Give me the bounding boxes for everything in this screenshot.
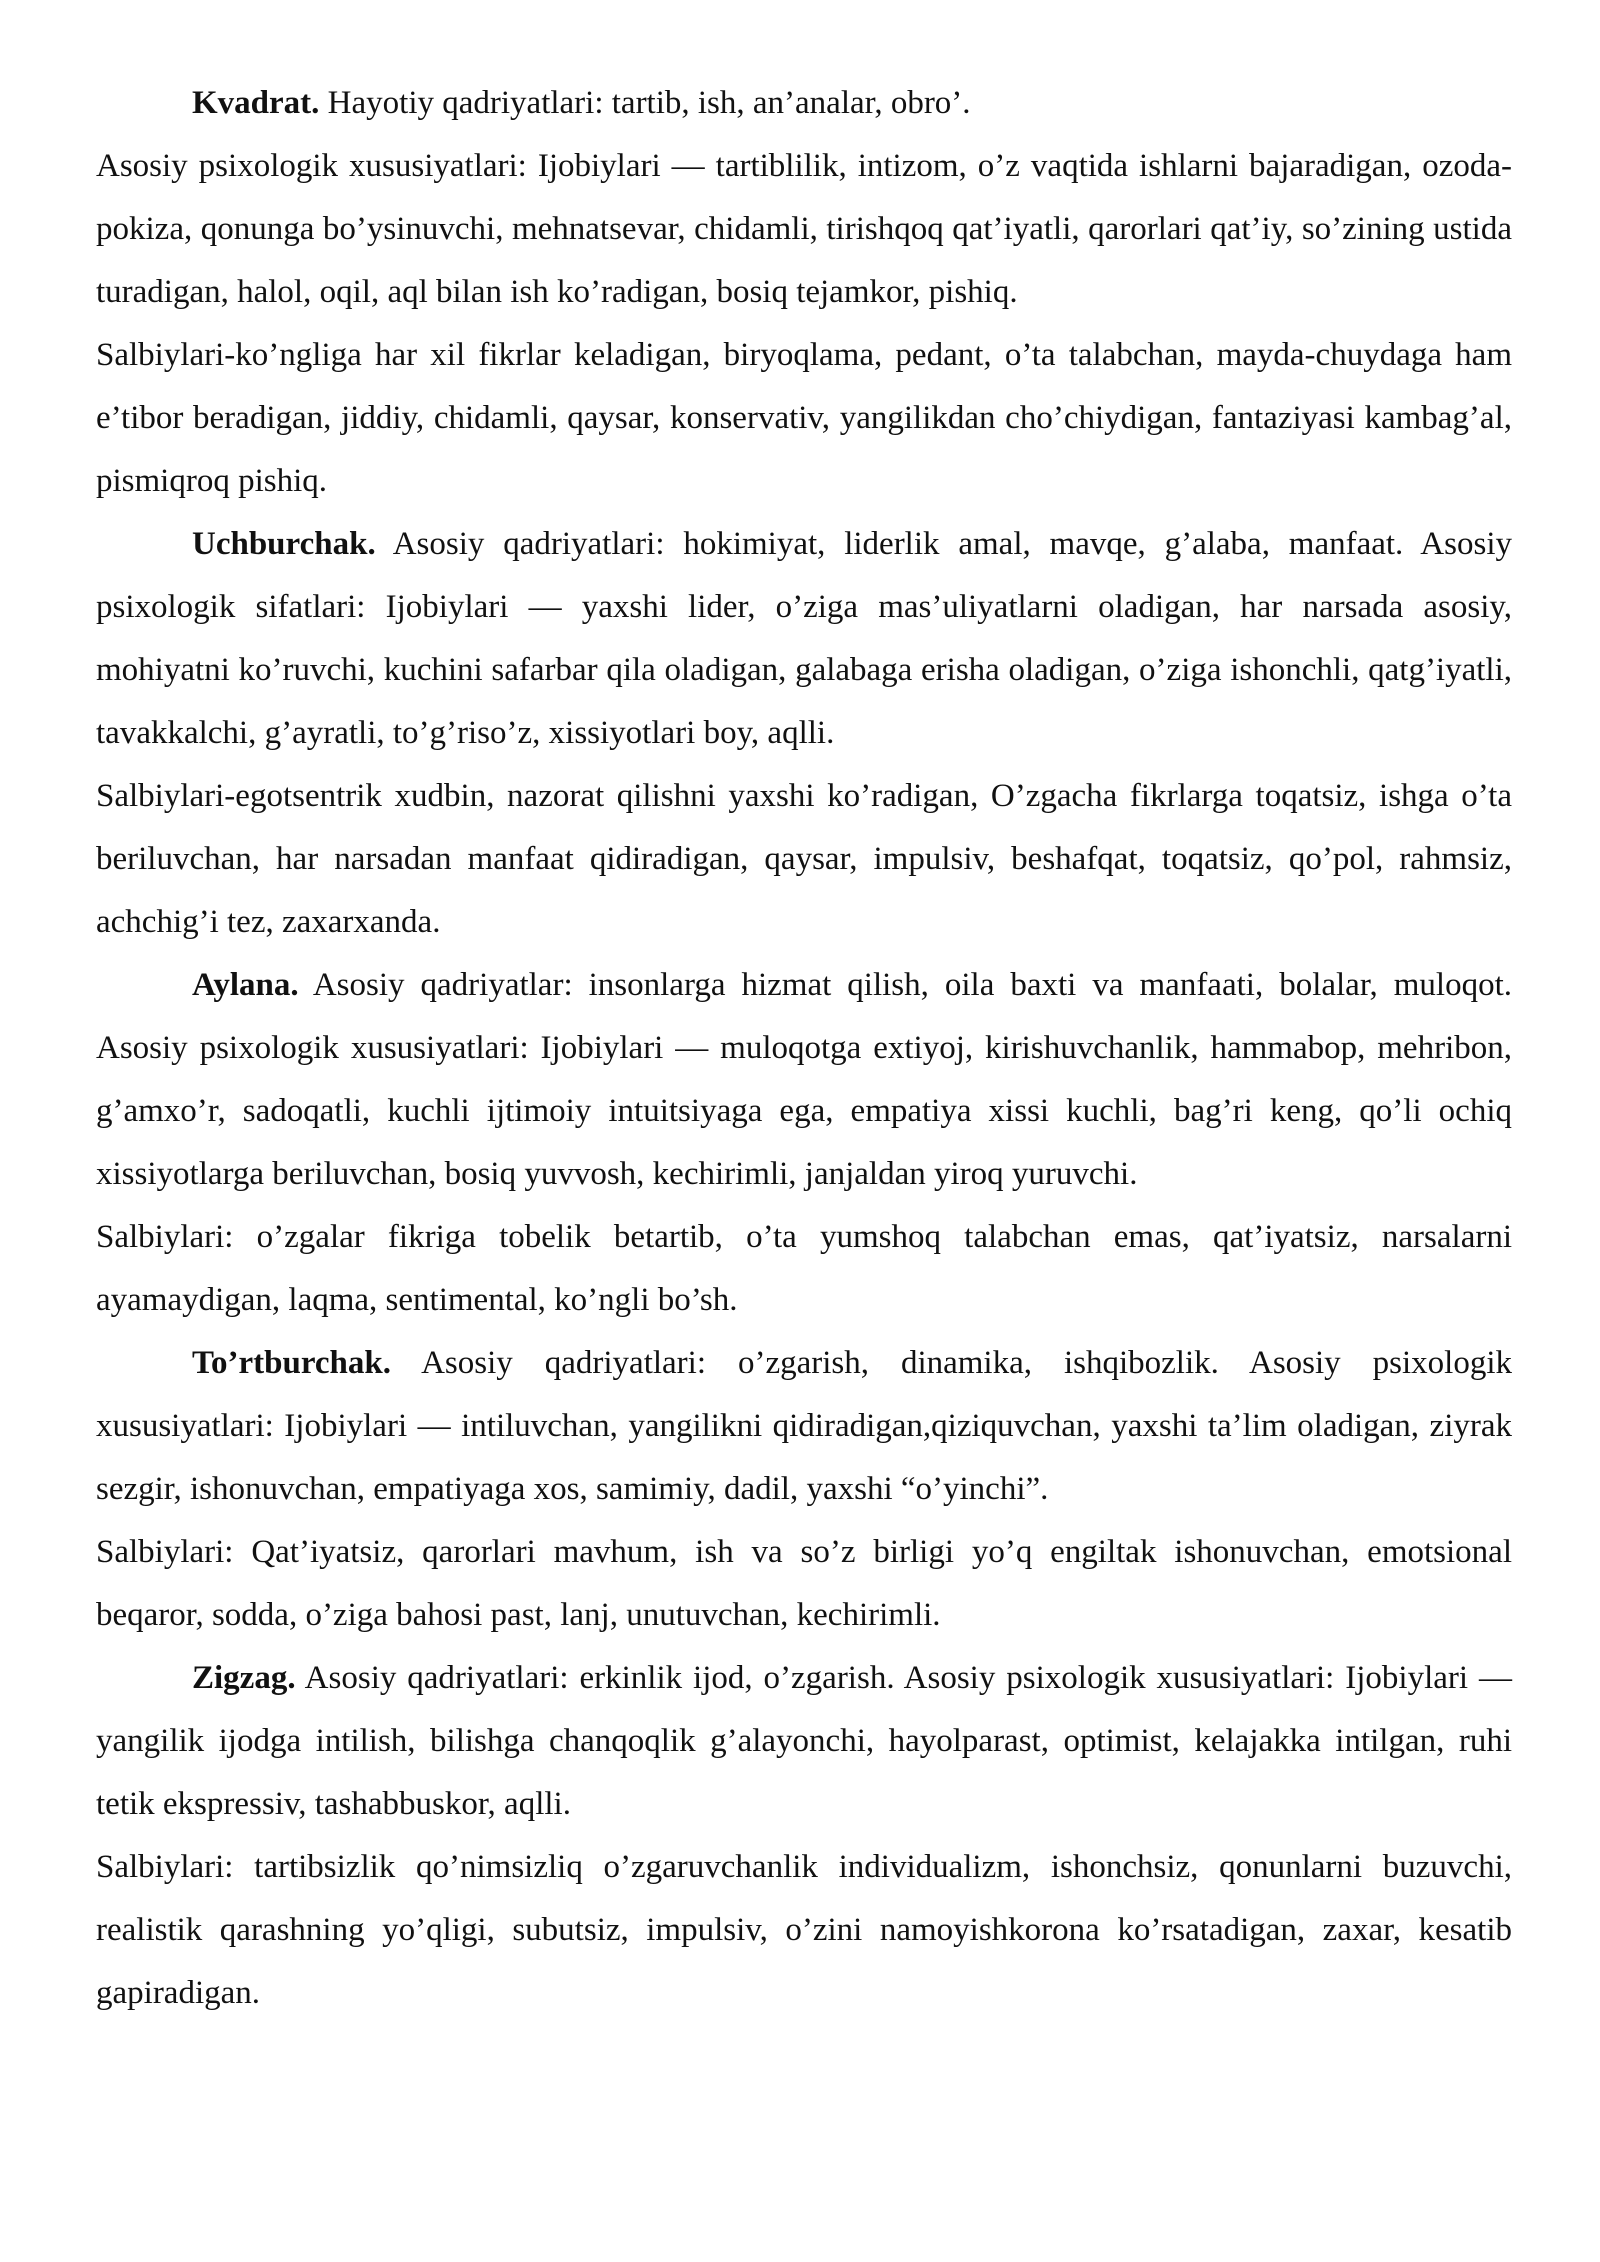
kvadrat-intro-text: Hayotiy qadriyatlari: tartib, ish, an’analar, obro’. bbox=[319, 85, 971, 121]
zigzag-negative-paragraph: Salbiylari: tartibsizlik qo’nimsizliq o’zgaruvchanlik individualizm, ishonchsiz, qonunlarni buzuvchi, realistik qarashning yo’qligi, subutsiz, impulsiv, o’zini namoyishkorona ko’rsatadigan, zaxar, kesatib gapiradigan. bbox=[96, 1849, 1512, 2011]
uchburchak-heading: Uchburchak. bbox=[192, 526, 376, 562]
kvadrat-intro-paragraph bbox=[96, 72, 1512, 135]
zigzag-intro-paragraph bbox=[96, 1647, 1512, 1836]
zigzag-heading: Zigzag. bbox=[192, 1660, 296, 1696]
uchburchak-negative-paragraph: Salbiylari-egotsentrik xudbin, nazorat qilishni yaxshi ko’radigan, O’zgacha fikrlarga toqatsiz, ishga o’ta beriluvchan, har narsadan manfaat qidiradigan, qaysar, impulsiv, beshafqat, toqatsiz, qo’pol, rahmsiz, achchig’i tez, zaxarxanda. bbox=[96, 778, 1512, 940]
aylana-negative-paragraph: Salbiylari: o’zgalar fikriga tobelik betartib, o’ta yumshoq talabchan emas, qat’iyatsiz, narsalarni ayamaydigan, laqma, sentimental, ko’ngli bo’sh. bbox=[96, 1219, 1512, 1318]
aylana-intro-text: Asosiy qadriyatlar: insonlarga hizmat qilish, oila baxti va manfaati, bolalar, muloqot. Asosiy psixologik xususiyatlari: Ijobiylari — muloqotga extiyoj, kirishuvchanlik, hammabop, mehribon, g’amxo’r, sadoqatli, kuchli ijtimoiy intuitsiyaga ega, empatiya xissi kuchli, bag’ri keng, qo’li ochiq xissiyotlarga beriluvchan, bosiq yuvvosh, kechirimli, janjaldan yiroq yuruvchi. bbox=[96, 967, 1512, 1192]
tortburchak-heading: To’rtburchak. bbox=[192, 1345, 391, 1381]
uchburchak-intro-text: Asosiy qadriyatlari: hokimiyat, liderlik amal, mavqe, g’alaba, manfaat. Asosiy psixologik sifatlari: Ijobiylari — yaxshi lider, o’ziga mas’uliyatlarni oladigan, har narsada asosiy, mohiyatni ko’ruvchi, kuchini safarbar qila oladigan, galabaga erisha oladigan, o’ziga ishonchli, qatg’iyatli, tavakkalchi, g’ayratli, to’g’riso’z, xissiyotlari boy, aqlli. bbox=[96, 526, 1512, 751]
document-page bbox=[96, 72, 1512, 2025]
kvadrat-positive-paragraph: Asosiy psixologik xususiyatlari: Ijobiylari — tartiblilik, intizom, o’z vaqtida ishlarni bajaradigan, ozoda-pokiza, qonunga bo’ysinuvchi, mehnatsevar, chidamli, tirishqoq qat’iyatli, qarorlari qat’iy, so’zining ustida turadigan, halol, oqil, aql bilan ish ko’radigan, bosiq tejamkor, pishiq. bbox=[96, 148, 1512, 310]
kvadrat-heading: Kvadrat. bbox=[192, 85, 320, 121]
tortburchak-negative-paragraph: Salbiylari: Qat’iyatsiz, qarorlari mavhum, ish va so’z birligi yo’q engiltak ishonuvchan, emotsional beqaror, sodda, o’ziga bahosi past, lanj, unutuvchan, kechirimli. bbox=[96, 1534, 1512, 1633]
aylana-intro-paragraph bbox=[96, 954, 1512, 1206]
tortburchak-intro-text: Asosiy qadriyatlari: o’zgarish, dinamika, ishqibozlik. Asosiy psixologik xususiyatlari: Ijobiylari — intiluvchan, yangilikni qidiradigan,qiziquvchan, yaxshi ta’lim oladigan, ziyrak sezgir, ishonuvchan, empatiyaga xos, samimiy, dadil, yaxshi “o’yinchi”. bbox=[96, 1345, 1512, 1507]
tortburchak-intro-paragraph bbox=[96, 1332, 1512, 1521]
uchburchak-intro-paragraph bbox=[96, 513, 1512, 765]
kvadrat-negative-paragraph: Salbiylari-ko’ngliga har xil fikrlar keladigan, biryoqlama, pedant, o’ta talabchan, mayda-chuydaga ham e’tibor beradigan, jiddiy, chidamli, qaysar, konservativ, yangilikdan cho’chiydigan, fantaziyasi kambag’al, pismiqroq pishiq. bbox=[96, 337, 1512, 499]
aylana-heading: Aylana. bbox=[192, 967, 299, 1003]
zigzag-intro-text: Asosiy qadriyatlari: erkinlik ijod, o’zgarish. Asosiy psixologik xususiyatlari: Ijobiylari — yangilik ijodga intilish, bilishga chanqoqlik g’alayonchi, hayolparast, optimist, kelajakka intilgan, ruhi tetik ekspressiv, tashabbuskor, aqlli. bbox=[96, 1660, 1512, 1822]
